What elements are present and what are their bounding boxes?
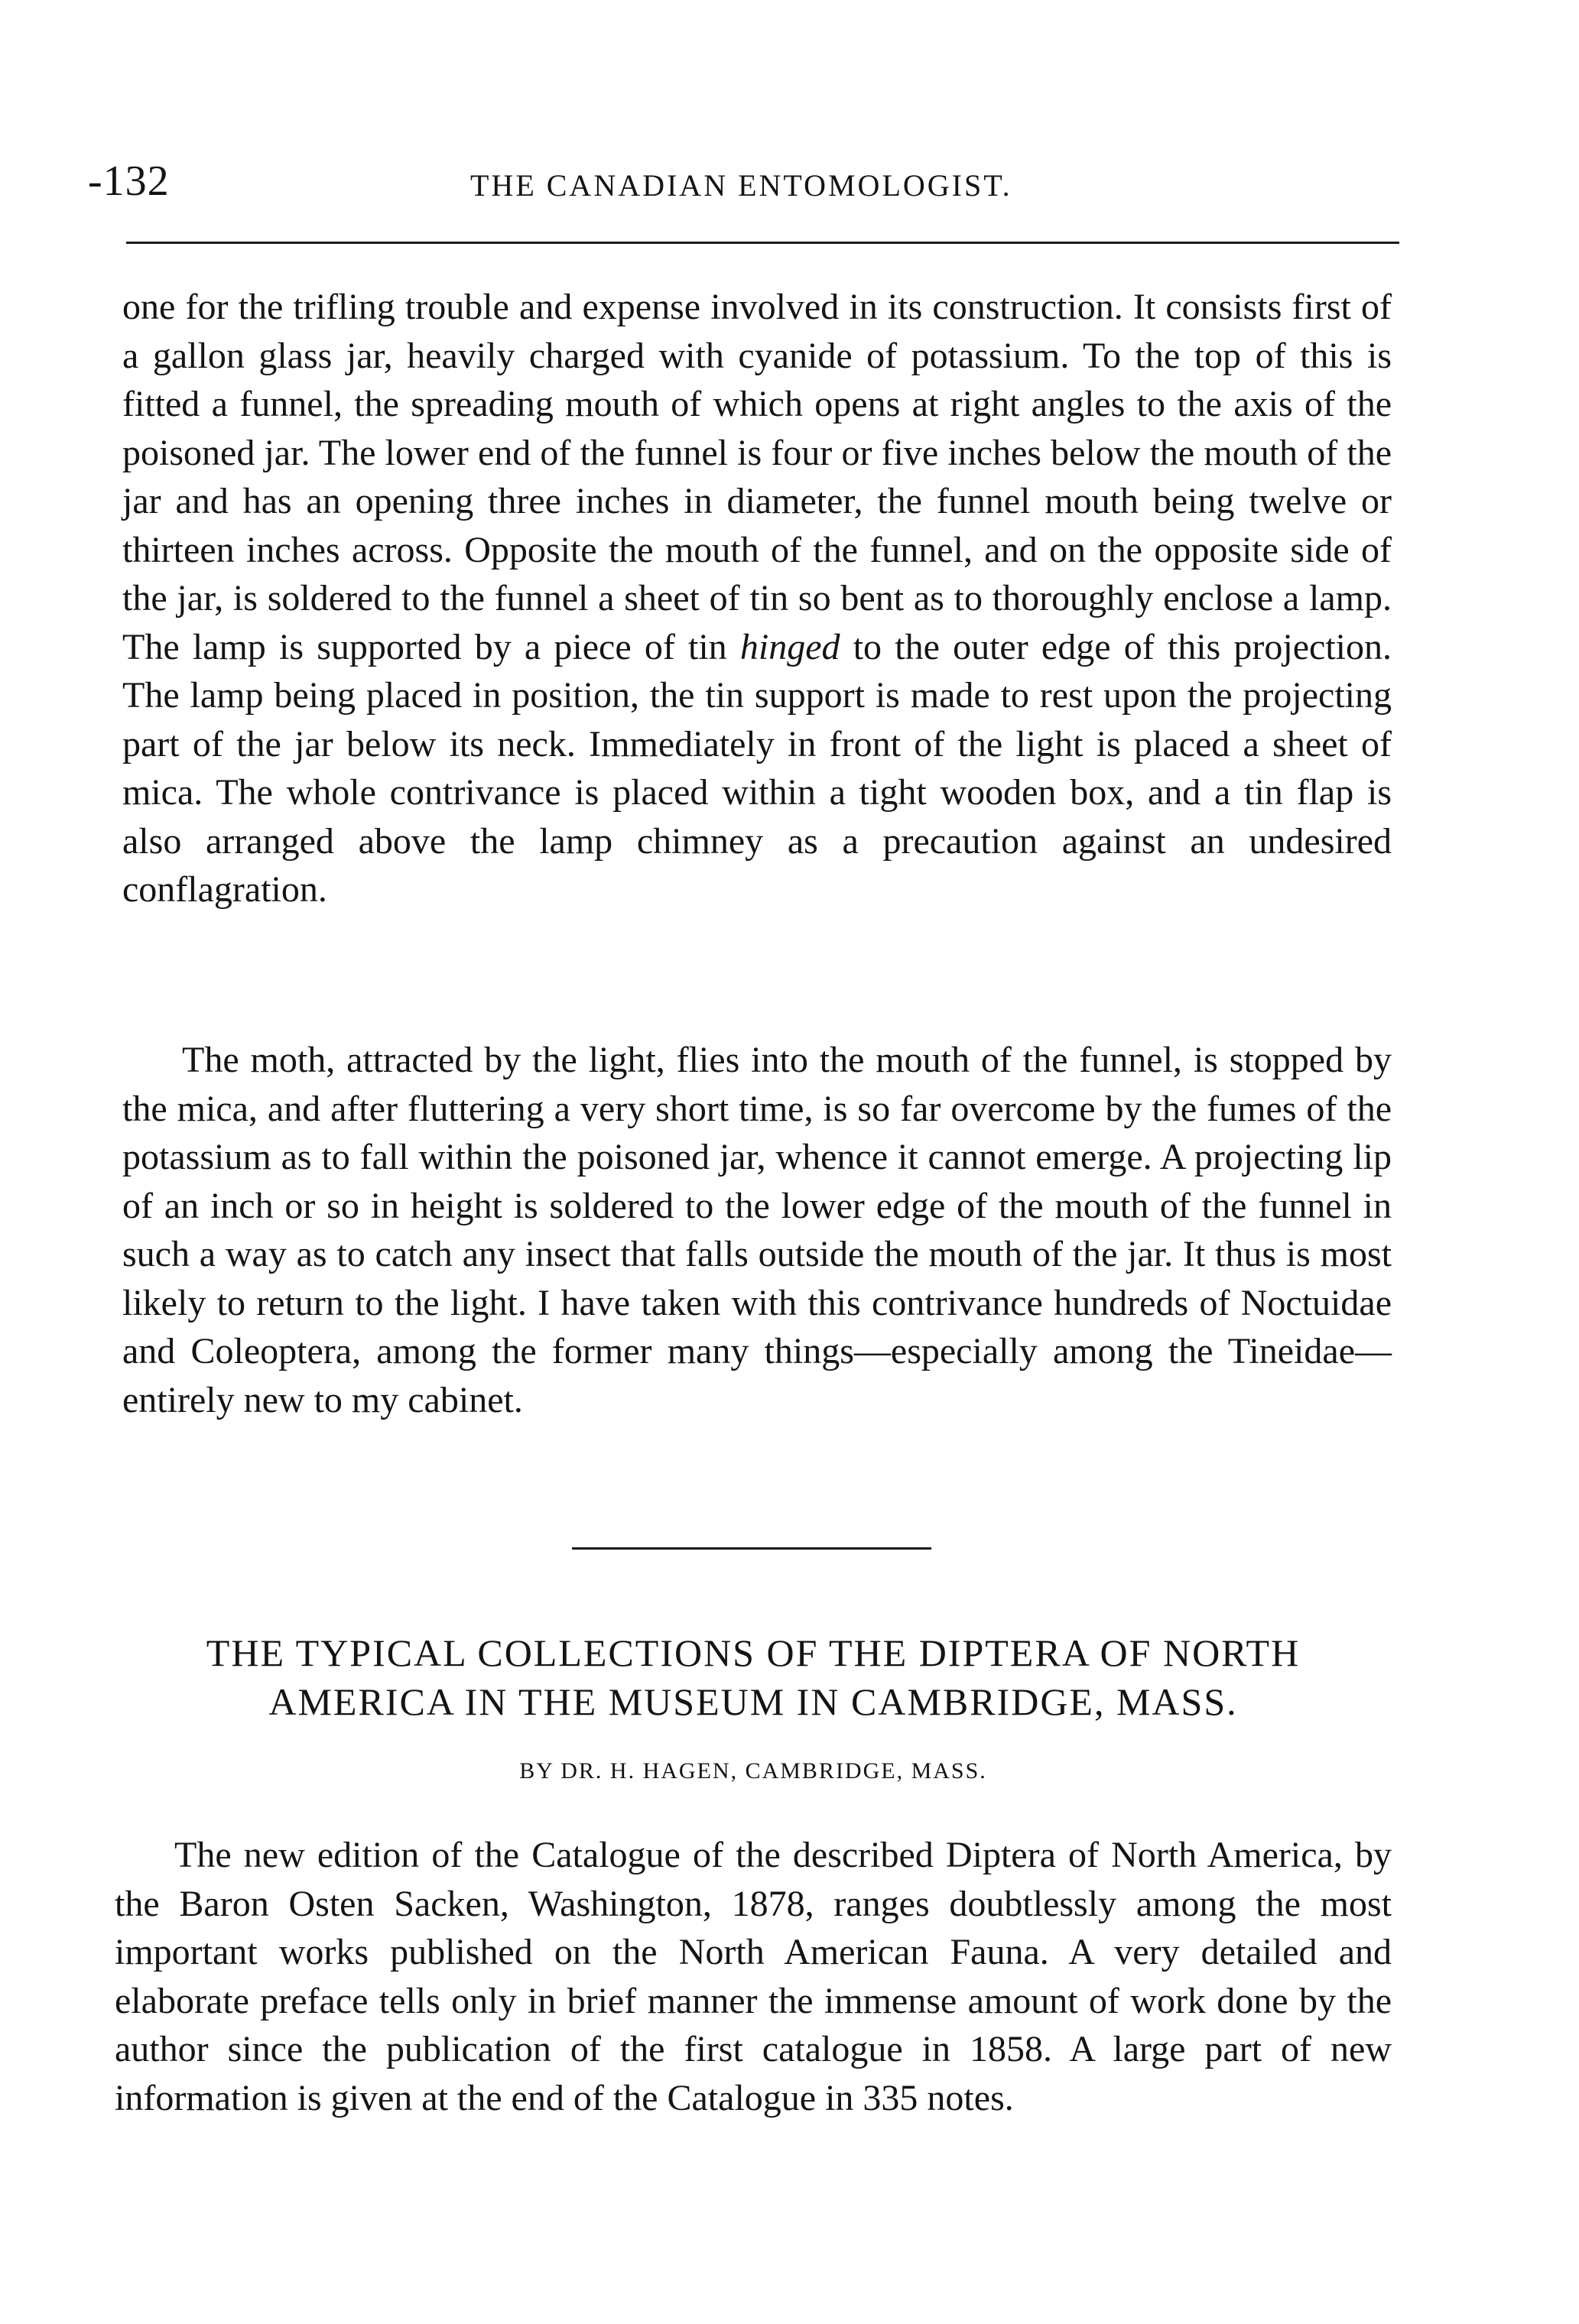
- page-header: [88, 157, 1395, 210]
- article-byline: BY DR. H. HAGEN, CAMBRIDGE, MASS.: [519, 1758, 987, 1784]
- paragraph-text: The moth, attracted by the light, flies into the mouth of the funnel, is stopped by the mica, and after fluttering a very short time, is so far overcome by the fumes of the potassium as to fall within the poisoned jar, whence it cannot emerge. A projecting lip of an inch or so in height is soldered to the lower edge of the mouth of the funnel in such a way as to catch any insect that falls outside the mouth of the jar. It thus is most likely to return to the light. I have taken with this contrivance hundreds of Noctuidae and Coleoptera, among the former many things—especially among the Tineidae—entirely new to my cabinet.: [122, 1040, 1392, 1420]
- text-run: To the top of this is fitted a funnel, the spreading mouth of which opens at right angles to the axis of the poisoned jar.: [122, 335, 1392, 473]
- emphasis-text: hinged: [739, 626, 840, 667]
- paragraph-moth: [122, 1036, 1392, 1424]
- text-run: to the outer edge of this projection.: [853, 626, 1392, 667]
- running-head: THE CANADIAN ENTOMOLOGIST.: [470, 168, 1012, 203]
- text-run: Immediately in front of the light is placed a sheet of mica.: [122, 723, 1392, 813]
- section-divider: [572, 1547, 931, 1550]
- article-title: [107, 1628, 1399, 1726]
- title-line-1: THE TYPICAL COLLECTIONS OF THE DIPTERA OF NORTH: [206, 1631, 1301, 1674]
- paragraph-continued: [122, 283, 1392, 914]
- text-run: one for the trifling trouble and expense involved in its construction.: [122, 287, 1123, 327]
- header-rule: [126, 242, 1399, 244]
- paragraph-text: The new edition of the Catalogue of the described Diptera of North America, by the Baron Osten Sacken, Washington, 1878, ranges doubtlessly among the most important works published on the North American Fauna. A very detailed and elaborate preface tells only in brief manner the immense amount of work done by the author since the publication of the first catalogue in 1858. A large part of new information is given at the end of the Catalogue in 335 notes.: [115, 1835, 1392, 2118]
- text-run: The whole contrivance is placed within a tight wooden box, and a tin flap is also arranged above the lamp chimney as a precaution against an undesired conflagration.: [122, 772, 1392, 910]
- text-run: Opposite the mouth of the funnel, and on the opposite side of the jar, is soldered to the funnel a sheet of tin so bent as to thoroughly enclose a lamp.: [122, 529, 1392, 618]
- text-run: The lamp is supported by a piece of tin: [122, 626, 727, 667]
- paragraph-text: [122, 283, 1392, 914]
- text-run: It consists first of a gallon glass jar, heavily charged with cyanide of potassium.: [122, 287, 1392, 376]
- text-run: The lamp being placed in position, the tin support is made to rest upon the projecting part of the jar below its neck.: [122, 675, 1392, 764]
- text-run: The lower end of the funnel is four or five inches below the mouth of the jar and has an opening three inches in diameter, the funnel mouth being twelve or thirteen inches across.: [122, 432, 1392, 570]
- article-paragraph: [115, 1831, 1392, 2122]
- page-number: -132: [88, 157, 170, 205]
- title-line-2: AMERICA IN THE MUSEUM IN CAMBRIDGE, MASS.: [268, 1680, 1238, 1723]
